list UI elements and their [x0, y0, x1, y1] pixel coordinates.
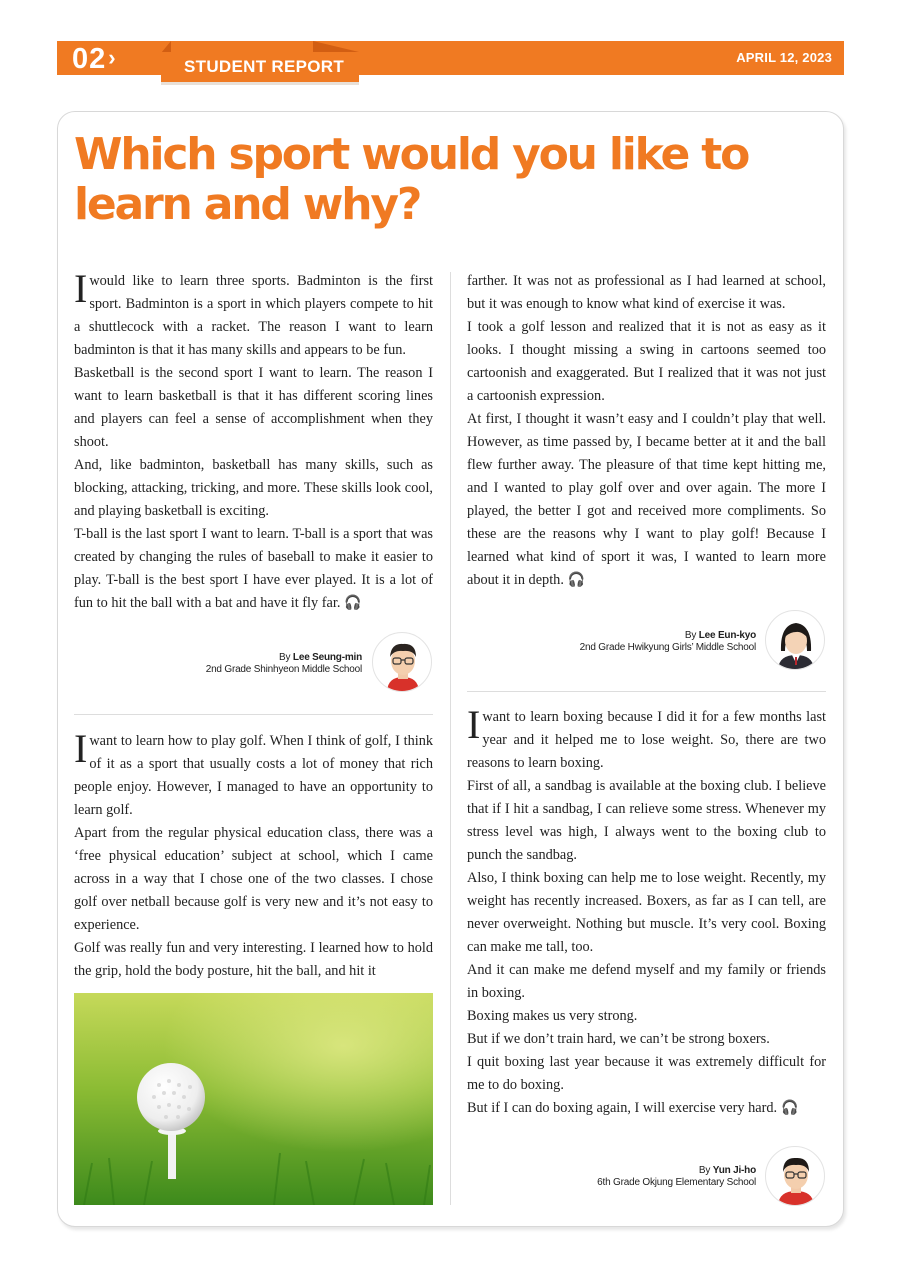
article-paragraph: Also, I think boxing can help me to lose weight. Recently, my weight has recently increased. Boxers, as far as I can tell, are never overweight. Nothing but muscle. It’s very cool. Boxing can make me tall, too. [467, 870, 826, 955]
article-paragraph: And, like badminton, basketball has many skills, such as blocking, attacking, tricking, and more. These skills look cool, and playing basketball is exciting. [74, 457, 433, 519]
golf-ball-photo [74, 993, 433, 1205]
issue-date: APRIL 12, 2023 [736, 50, 832, 65]
article-paragraph: Golf was really fun and very interesting. I learned how to hold the grip, hold the body posture, hit the ball, and hit it [74, 940, 433, 979]
author-school: 2nd Grade Shinhyeon Middle School [205, 664, 362, 675]
article-paragraph: But if we don’t train hard, we can’t be strong boxers. [467, 1031, 770, 1047]
article-boxing [467, 702, 826, 1120]
article-paragraph: I want to learn boxing because I did it for a few months last year and it helped me to lose weight. So, there are two reasons to learn boxing. [467, 702, 826, 771]
avatar [765, 610, 825, 670]
page-title: Which sport would you like to learn and why? [74, 129, 749, 230]
article-paragraph: I quit boxing last year because it was extremely difficult for me to do boxing. [467, 1054, 826, 1093]
byline-by: By [684, 630, 697, 641]
byline-lee-seung-min [132, 652, 362, 676]
article-paragraph: farther. It was not as professional as I had learned at school, but it was enough to know what kind of exercise it was. [467, 273, 826, 312]
byline-lee-eun-kyo [516, 630, 756, 654]
author-school: 2nd Grade Hwikyung Girls’ Middle School [579, 642, 756, 653]
article-paragraph: T-ball is the last sport I want to learn. T-ball is a sport that was created by changing the rules of baseball to make it easier to play. T-ball is the best sport I have ever played. It is a lot of fun to hit the ball with a bat and have it fly far. 🎧 [74, 523, 433, 615]
column-divider [450, 272, 451, 1205]
article-paragraph: Basketball is the second sport I want to learn. The reason I want to learn basketball is that it has different scoring lines and players can feel a sense of accomplishment when they shoot. [74, 365, 433, 450]
article-paragraph: But if I can do boxing again, I will exercise very hard. 🎧 [467, 1097, 826, 1120]
article-paragraph: Apart from the regular physical education class, there was a ‘free physical education’ subject at school, which I came across in a way that I chose one of the two classes. I chose golf over netball because golf is very new and it’s not easy to experience. [74, 825, 433, 933]
section-label: STUDENT REPORT [184, 57, 345, 76]
page-number: 02› [72, 43, 117, 75]
headphones-icon: 🎧 [781, 1100, 799, 1116]
author-name: Lee Eun-kyo [698, 630, 756, 641]
article-paragraph: At first, I thought it wasn’t easy and I couldn’t play that well. However, as time passed by, I became better at it and the ball flew further away. The pleasure of that time kept hitting me, and I wanted to play golf over and over again. The more I played, the better I got and received more compliments. So these are the reasons why I want to play golf! Because I learned what kind of sport it was, I wanted to learn more about it in depth. 🎧 [467, 408, 826, 592]
author-school: 6th Grade Okjung Elementary School [597, 1177, 756, 1188]
drop-cap: I [74, 726, 88, 771]
drop-cap: I [74, 266, 88, 311]
headphones-icon: 🎧 [344, 595, 362, 611]
article-paragraph: I took a golf lesson and realized that it is not as easy as it looks. I thought missing a swing in cartoons seemed too cartoonish and exaggerated. But I realized that it was not just a cartoonish expression. [467, 319, 826, 404]
article-paragraph: I want to learn how to play golf. When I think of golf, I think of it as a sport that usually costs a lot of money that rich people enjoy. However, I managed to have an opportunity to learn golf. [74, 726, 433, 818]
article-paragraph: I would like to learn three sports. Badminton is the first sport. Badminton is a sport in which players compete to hit a shuttlecock with a racket. The reason I want to learn badminton is that it has many skills and appears to be fun. [74, 266, 433, 358]
avatar [765, 1146, 825, 1206]
article-golf-part-2 [467, 270, 826, 592]
article-separator [467, 691, 826, 692]
author-name: Lee Seung-min [292, 652, 362, 663]
headphones-icon: 🎧 [567, 572, 586, 588]
chevron-right-icon: › [108, 45, 117, 70]
byline-by: By [279, 652, 291, 663]
drop-cap: I [467, 702, 481, 747]
article-paragraph: First of all, a sandbag is available at the boxing club. I believe that if I hit a sandbag, I can relieve some stress. Whenever my stress level was high, I always went to the boxing club to punch the sandbag. [467, 778, 826, 863]
article-golf-part-1 [74, 726, 433, 983]
author-name: Yun Ji-ho [712, 1165, 756, 1176]
avatar [372, 632, 432, 692]
byline-by: By [698, 1165, 711, 1176]
article-paragraph: Boxing makes us very strong. [467, 1008, 638, 1024]
article-badminton [74, 266, 433, 615]
article-separator [74, 714, 433, 715]
byline-yun-ji-ho [516, 1165, 756, 1189]
article-paragraph: And it can make me defend myself and my family or friends in boxing. [467, 962, 826, 1001]
header-tab-flap-right [313, 41, 359, 52]
